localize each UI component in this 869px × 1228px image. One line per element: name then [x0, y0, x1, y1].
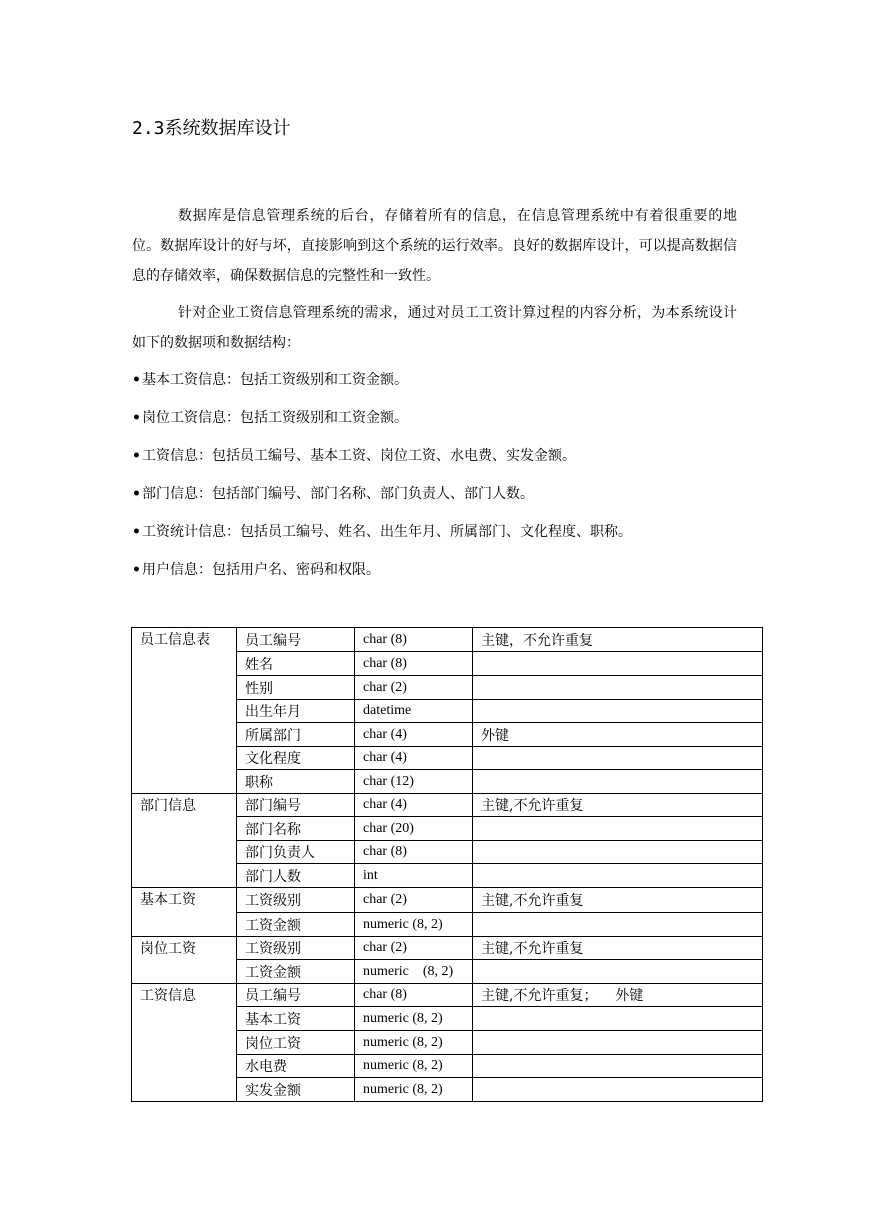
field-type-cell: char (2): [355, 937, 473, 960]
field-note-cell: 主键,不允许重复: [473, 888, 763, 913]
bullet-marker: •: [132, 486, 141, 502]
field-name-cell: 工资金额: [237, 913, 355, 937]
table-name-cell: 岗位工资: [132, 937, 237, 984]
list-item: [132, 518, 737, 556]
field-type-cell: char (4): [355, 794, 473, 817]
field-name-cell: 姓名: [237, 652, 355, 676]
field-type-cell: char (20): [355, 817, 473, 841]
field-note-cell: [473, 1007, 763, 1031]
field-note-cell: [473, 1055, 763, 1078]
list-item-text: 部门信息：包括部门编号、部门名称、部门负责人、部门人数。: [142, 486, 534, 502]
list-item-text: 用户信息：包括用户名、密码和权限。: [142, 562, 380, 578]
field-name-cell: 工资级别: [237, 937, 355, 960]
field-type-cell: datetime: [355, 700, 473, 723]
field-note-cell: 主键,不允许重复； 外键: [473, 984, 763, 1007]
bullet-marker: •: [132, 524, 141, 540]
field-name-cell: 性别: [237, 676, 355, 700]
field-name-cell: 部门编号: [237, 794, 355, 817]
table-row: [132, 888, 763, 913]
field-type-cell: char (12): [355, 770, 473, 794]
table-name-cell: 员工信息表: [132, 628, 237, 794]
list-item-text: 基本工资信息：包括工资级别和工资金额。: [142, 372, 408, 388]
field-note-cell: [473, 864, 763, 888]
field-note-cell: 外键: [473, 723, 763, 747]
field-note-cell: [473, 652, 763, 676]
field-note-cell: [473, 817, 763, 841]
field-type-cell: char (8): [355, 984, 473, 1007]
field-type-cell: char (2): [355, 676, 473, 700]
section-heading: [132, 117, 291, 141]
list-item: [132, 480, 737, 518]
field-note-cell: [473, 960, 763, 984]
list-item: [132, 442, 737, 480]
list-item: [132, 404, 737, 442]
field-note-cell: 主键,不允许重复: [473, 937, 763, 960]
field-name-cell: 基本工资: [237, 1007, 355, 1031]
field-note-cell: [473, 700, 763, 723]
field-name-cell: 员工编号: [237, 984, 355, 1007]
field-type-cell: char (2): [355, 888, 473, 913]
field-note-cell: [473, 676, 763, 700]
bullet-marker: •: [132, 372, 141, 388]
field-name-cell: 实发金额: [237, 1078, 355, 1102]
bullet-marker: •: [132, 448, 141, 464]
field-name-cell: 部门人数: [237, 864, 355, 888]
field-name-cell: 部门负责人: [237, 841, 355, 864]
list-item: [132, 556, 737, 594]
field-type-cell: int: [355, 864, 473, 888]
bullet-marker: •: [132, 562, 141, 578]
table-row: [132, 628, 763, 652]
field-note-cell: 主键,不允许重复: [473, 794, 763, 817]
field-type-cell: char (4): [355, 723, 473, 747]
field-type-cell: numeric (8, 2): [355, 1055, 473, 1078]
table-row: [132, 984, 763, 1007]
field-name-cell: 岗位工资: [237, 1031, 355, 1055]
field-type-cell: char (8): [355, 628, 473, 652]
table-row: [132, 937, 763, 960]
list-item-text: 岗位工资信息：包括工资级别和工资金额。: [142, 410, 408, 426]
database-design-table: [131, 627, 763, 1102]
field-type-cell: char (8): [355, 652, 473, 676]
data-item-list: [132, 366, 737, 594]
field-type-cell: numeric (8, 2): [355, 1078, 473, 1102]
field-type-cell: char (4): [355, 747, 473, 770]
field-note-cell: [473, 841, 763, 864]
field-type-cell: char (8): [355, 841, 473, 864]
field-name-cell: 工资级别: [237, 888, 355, 913]
field-type-cell: numeric (8, 2): [355, 1031, 473, 1055]
list-item-text: 工资统计信息：包括员工编号、姓名、出生年月、所属部门、文化程度、职称。: [142, 524, 632, 540]
table-name-cell: 部门信息: [132, 794, 237, 888]
field-note-cell: [473, 770, 763, 794]
field-name-cell: 员工编号: [237, 628, 355, 652]
field-type-cell: numeric (8, 2): [355, 960, 473, 984]
bullet-marker: •: [132, 410, 141, 426]
field-name-cell: 所属部门: [237, 723, 355, 747]
section-title: 系统数据库设计: [164, 118, 291, 139]
field-type-cell: numeric (8, 2): [355, 913, 473, 937]
field-type-cell: numeric (8, 2): [355, 1007, 473, 1031]
field-note-cell: [473, 913, 763, 937]
table-name-cell: 工资信息: [132, 984, 237, 1102]
field-note-cell: [473, 1078, 763, 1102]
field-name-cell: 文化程度: [237, 747, 355, 770]
field-note-cell: [473, 747, 763, 770]
field-name-cell: 出生年月: [237, 700, 355, 723]
field-note-cell: [473, 1031, 763, 1055]
field-name-cell: 工资金额: [237, 960, 355, 984]
field-name-cell: 部门名称: [237, 817, 355, 841]
requirements-paragraph: 针对企业工资信息管理系统的需求，通过对员工工资计算过程的内容分析，为本系统设计如下的数据项和数据结构：: [132, 305, 737, 351]
section-number: 2.3: [132, 118, 165, 139]
list-item: [132, 366, 737, 404]
field-name-cell: 水电费: [237, 1055, 355, 1078]
list-item-text: 工资信息：包括员工编号、基本工资、岗位工资、水电费、实发金额。: [142, 448, 576, 464]
table-name-cell: 基本工资: [132, 888, 237, 937]
intro-paragraph: 数据库是信息管理系统的后台，存储着所有的信息，在信息管理系统中有着很重要的地位。数据库设计的好与坏，直接影响到这个系统的运行效率。良好的数据库设计，可以提高数据信息的存储效率，确保数据信息的完整性和一致性。: [132, 208, 737, 284]
field-note-cell: 主键，不允许重复: [473, 628, 763, 652]
table-row: [132, 794, 763, 817]
field-name-cell: 职称: [237, 770, 355, 794]
